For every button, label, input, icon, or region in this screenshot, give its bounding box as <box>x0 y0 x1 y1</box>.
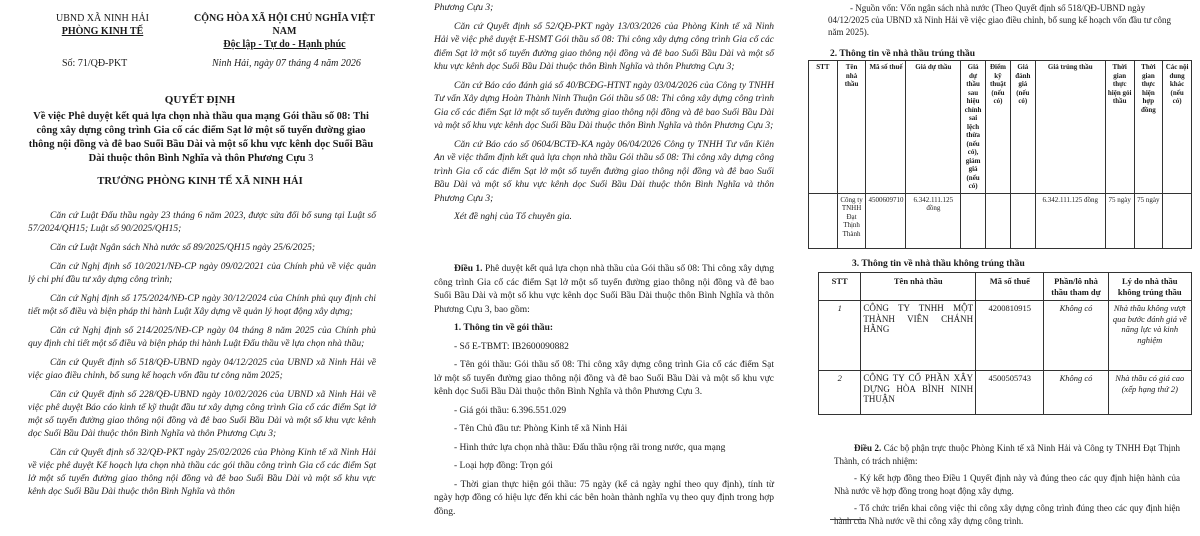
table-header-cell: Lý do nhà thầu không trúng thầu <box>1108 273 1191 301</box>
table-header-cell: STT <box>819 273 861 301</box>
table-cell: 4500505743 <box>976 371 1044 415</box>
decision-subject <box>26 110 376 166</box>
table-header-cell: STT <box>809 61 838 194</box>
legal-basis-continued <box>434 2 774 230</box>
winning-bidder-table <box>808 60 1192 249</box>
table-header-cell: Giá dự thầu <box>906 61 961 194</box>
legal-basis-item: Căn cứ Quyết định số 32/QĐ-PKT ngày 25/02/2026 của Phòng Kinh tế xã Ninh Hải về việc phê duyệt Kế hoạch lựa chọn nhà thầu các gói thầu công trình Gia cố các điểm Sạt lở một số tuyến đường giao thông nội đồng và đê bao Suối Bầu Dài và một số khu vực kênh dọc Suối Bầu Dài thuộc thôn Bình Nghĩa và thôn <box>28 448 376 497</box>
package-info-item: - Loại hợp đồng: Trọn gói <box>454 461 553 471</box>
table-cell: 75 ngày <box>1134 193 1163 248</box>
document-number: Số: 71/QĐ-PKT <box>62 58 128 69</box>
document-type-title: QUYẾT ĐỊNH <box>164 94 236 106</box>
table-cell: 6.342.111.125 đồng <box>1035 193 1105 248</box>
table-cell: 75 ngày <box>1105 193 1134 248</box>
legal-basis-item: Căn cứ Nghị định số 175/2024/NĐ-CP ngày 30/12/2024 của Chính phủ quy định chi tiết một số điều và biện pháp thi hành Luật Xây dựng về quản lý hoạt động xây dựng; <box>28 294 376 317</box>
table-header-cell: Mã số thuế <box>866 61 906 194</box>
package-info-item: - Tên Chủ đầu tư: Phòng Kinh tế xã Ninh Hải <box>454 424 628 434</box>
table-cell: CÔNG TY TNHH MỘT THÀNH VIÊN CHÁNH HẰNG <box>861 301 976 371</box>
funding-source <box>828 2 1178 38</box>
end-divider <box>830 519 864 520</box>
table-cell: 2 <box>819 371 861 415</box>
table-cell: 4500609710 <box>866 193 906 248</box>
section-1-title: 1. Thông tin về gói thầu: <box>454 323 554 333</box>
table-header-cell: Mã số thuế <box>976 273 1044 301</box>
issuing-authority: TRƯỞNG PHÒNG KINH TẾ XÃ NINH HẢI <box>97 176 303 187</box>
package-info-item: - Tên gói thầu: Gói thầu số 08: Thi công xây dựng công trình Gia cố các điểm Sạt lở một số tuyến đường giao thông nội đồng và đê bao Suối Bầu Dài và một số khu vực kênh dọc Suối Bầu Dài thuộc thôn Bình Nghĩa và thôn Phương Cựu 3. <box>434 360 774 397</box>
legal-basis-item: Căn cứ Báo cáo đánh giá số 40/BCĐG-HTNT ngày 03/04/2026 của Công ty TNHH Tư vấn Xây dựng Hoàn Thành Ninh Thuận Gói thầu số 08: Thi công xây dựng công trình Gia cố các điểm Sạt lở một số tuyến đường giao thông nội đồng và đê bao Suối Bầu Dài và một số khu vực kênh dọc Suối Bầu Dài thuộc thôn Bình Nghĩa và thôn Phương Cựu 3; <box>434 80 774 131</box>
responsibility-item: - Tổ chức triển khai công việc thi công xây dựng công trình đúng theo các quy định hiện hành của Nhà nước về thi công xây dựng công trình. <box>834 503 1180 526</box>
legal-basis-list <box>28 210 376 505</box>
package-info-item: - Thời gian thực hiện gói thầu: 75 ngày (kể cả ngày nghỉ theo quy định), tính từ ngày hợp đồng có hiệu lực đến khi các bên hoàn thành nghĩa vụ theo quy định trong hợp đồng. <box>434 479 774 517</box>
article-1-text: Phê duyệt kết quả lựa chọn nhà thầu của Gói thầu số 08: Thi công xây dựng công trình Gia cố các điểm Sạt lở một số tuyến đường giao thông nội đồng và đê bao Suối Bầu Dài và một số khu vực kênh dọc Suối Bầu Dài thuộc thôn Bình Nghĩa và thôn Phương Cựu 3, bao gồm: <box>434 264 775 315</box>
package-info-item: - Hình thức lựa chọn nhà thầu: Đấu thầu rộng rãi trong nước, qua mạng <box>454 442 726 453</box>
table-cell <box>961 193 986 248</box>
article-1 <box>434 263 774 524</box>
article-1-label: Điều 1. <box>454 264 483 274</box>
issuer-agency: UBND XÃ NINH HẢI <box>55 13 150 24</box>
table-header-cell: Các nội dung khác (nếu có) <box>1163 61 1192 194</box>
document-page-2 <box>400 0 800 536</box>
document-page-1 <box>0 0 400 536</box>
subject-tail: 3 <box>305 153 314 164</box>
table-cell <box>986 193 1011 248</box>
table-cell: Công ty TNHH Đạt Thịnh Thành <box>837 193 866 248</box>
legal-basis-item: Căn cứ Nghị định số 10/2021/NĐ-CP ngày 09/02/2021 của Chính phủ về việc quản lý chi phí đầu tư xây dựng công trình; <box>28 262 376 285</box>
table-cell <box>1010 193 1035 248</box>
table-cell: Nhà thầu có giá cao (xếp hạng thứ 2) <box>1108 371 1191 415</box>
table-cell: Không có <box>1044 301 1108 371</box>
issuer-header <box>30 12 175 38</box>
document-page-3 <box>800 0 1200 536</box>
responsibility-item: - Ký kết hợp đồng theo Điều 1 Quyết định này và đúng theo các quy định hiện hành của Nhà nước về hợp đồng trong hoạt động xây dựng. <box>834 473 1180 496</box>
subject-text: Về việc Phê duyệt kết quả lựa chọn nhà thầu qua mạng Gói thầu số 08: Thi công xây dựng công trình Gia cố các điểm Sạt lở một số tuyến đường giao thông nội đồng và đê bao Suối Bầu Dài và một số khu vực kênh dọc Suối Bầu Dài thuộc thôn Bình Nghĩa và thôn Phương Cựu <box>28 111 374 164</box>
table-header-row <box>819 273 1192 301</box>
table-header-row <box>809 61 1192 194</box>
table-header-cell: Giá trúng thầu <box>1035 61 1105 194</box>
legal-basis-item: Căn cứ Luật Ngân sách Nhà nước số 89/2025/QH15 ngày 25/6/2025; <box>50 243 316 253</box>
legal-basis-item: Phương Cựu 3; <box>434 3 494 13</box>
table-cell: Không có <box>1044 371 1108 415</box>
table-cell: Nhà thầu không vượt qua bước đánh giá về năng lực và kinh nghiệm <box>1108 301 1191 371</box>
legal-basis-item: Căn cứ Báo cáo số 0604/BCTĐ-KA ngày 06/04/2026 Công ty TNHH Tư vấn Kiên An về việc thẩm định kết quả lựa chọn nhà thầu Gói thầu số 08: Thi công xây dựng công trình Gia cố các điểm Sạt lở một số tuyến đường giao thông nội đồng và đê bao Suối Bầu Dài và một số khu vực kênh dọc Suối Bầu Dài thuộc thôn Bình Nghĩa và thôn Phương Cựu 3; <box>434 139 774 204</box>
table-cell: 6.342.111.125 đồng <box>906 193 961 248</box>
national-header <box>182 12 387 51</box>
article-1-paragraph <box>434 263 774 317</box>
legal-basis-item: Xét đề nghị của Tổ chuyên gia. <box>454 212 572 222</box>
table-header-cell: Điểm kỹ thuật (nếu có) <box>986 61 1011 194</box>
article-2-text: Các bộ phận trực thuộc Phòng Kinh tế xã Ninh Hải và Công ty TNHH Đạt Thịnh Thành, có trách nhiệm: <box>834 443 1180 466</box>
table-header-cell: Thời gian thực hiện gói thầu <box>1105 61 1134 194</box>
funding-source-text: - Nguồn vốn: Vốn ngân sách nhà nước (Theo Quyết định số 518/QĐ-UBND ngày 04/12/2025 của UBND xã Ninh Hải về việc giao điều chỉnh, bổ sung kế hoạch vốn đầu tư công năm 2025). <box>828 3 1172 37</box>
legal-basis-item: Căn cứ Luật Đấu thầu ngày 23 tháng 6 năm 2023, được sửa đổi bổ sung tại Luật số 57/2024/QH15; Luật số 90/2025/QH15; <box>28 211 376 234</box>
legal-basis-item: Căn cứ Quyết định số 52/QĐ-PKT ngày 13/03/2026 của Phòng Kinh tế xã Ninh Hải về việc phê duyệt E-HSMT Gói thầu số 08: Thi công xây dựng công trình Gia cố các điểm Sạt lở một số tuyến đường giao thông nội đồng và đê bao Suối Bầu Dài và một số khu vực kênh dọc Suối Bầu Dài thuộc thôn Bình Nghĩa và thôn Phương Cựu 3; <box>434 21 774 72</box>
table-header-cell: Tên nhà thầu <box>861 273 976 301</box>
article-2-paragraph <box>834 442 1180 467</box>
national-motto: Độc lập - Tự do - Hạnh phúc <box>223 39 346 50</box>
table-row <box>819 371 1192 415</box>
legal-basis-item: Căn cứ Quyết định số 228/QĐ-UBND ngày 10/02/2026 của UBND xã Ninh Hải về việc phê duyệt Báo cáo kinh tế kỹ thuật đầu tư xây dựng công trình Gia cố các điểm Sạt lở một số tuyến đường giao thông nội đồng và đê bao Suối Bầu Dài và một số khu vực kênh dọc Suối Bầu Dài thuộc thôn Bình Nghĩa và thôn Phương Cựu 3; <box>28 390 376 439</box>
place-date: Ninh Hải, ngày 07 tháng 4 năm 2026 <box>212 58 361 69</box>
national-name: CỘNG HÒA XÃ HỘI CHỦ NGHĨA VIỆT NAM <box>194 13 375 37</box>
article-2 <box>834 442 1180 532</box>
table-header-cell: Giá dự thầu sau hiệu chỉnh sai lệch thừa (nếu có), giảm giá (nếu có) <box>961 61 986 194</box>
table-cell: 1 <box>819 301 861 371</box>
issuer-department: PHÒNG KINH TẾ <box>61 26 144 37</box>
section-2-title: 2. Thông tin về nhà thầu trúng thầu <box>830 49 976 59</box>
package-info-item: - Giá gói thầu: 6.396.551.029 <box>454 405 567 416</box>
losing-bidders-table <box>818 272 1192 415</box>
table-row <box>819 301 1192 371</box>
table-row <box>809 193 1192 248</box>
table-cell <box>809 193 838 248</box>
legal-basis-item: Căn cứ Nghị định số 214/2025/NĐ-CP ngày 04 tháng 8 năm 2025 của Chính phủ quy định chi tiết một số điều và biện pháp thi hành Luật Đấu thầu về lựa chọn nhà thầu; <box>28 326 376 349</box>
article-2-label: Điều 2. <box>854 443 882 453</box>
table-header-cell: Giá đánh giá (nếu có) <box>1010 61 1035 194</box>
section-3-title: 3. Thông tin về nhà thầu không trúng thầu <box>852 259 1025 269</box>
legal-basis-item: Căn cứ Quyết định số 518/QĐ-UBND ngày 04/12/2025 của UBND xã Ninh Hải về việc giao điều chỉnh, bổ sung kế hoạch vốn đầu tư công năm 2025; <box>28 358 376 381</box>
table-header-cell: Tên nhà thầu <box>837 61 866 194</box>
package-info-item: - Số E-TBMT: IB2600090882 <box>454 341 569 352</box>
table-cell: CÔNG TY CỔ PHẦN XÂY DỰNG HÒA BÌNH NINH THUẬN <box>861 371 976 415</box>
table-header-cell: Phần/lô nhà thầu tham dự <box>1044 273 1108 301</box>
table-header-cell: Thời gian thực hiện hợp đồng <box>1134 61 1163 194</box>
table-cell: 4200810915 <box>976 301 1044 371</box>
table-cell <box>1163 193 1192 248</box>
